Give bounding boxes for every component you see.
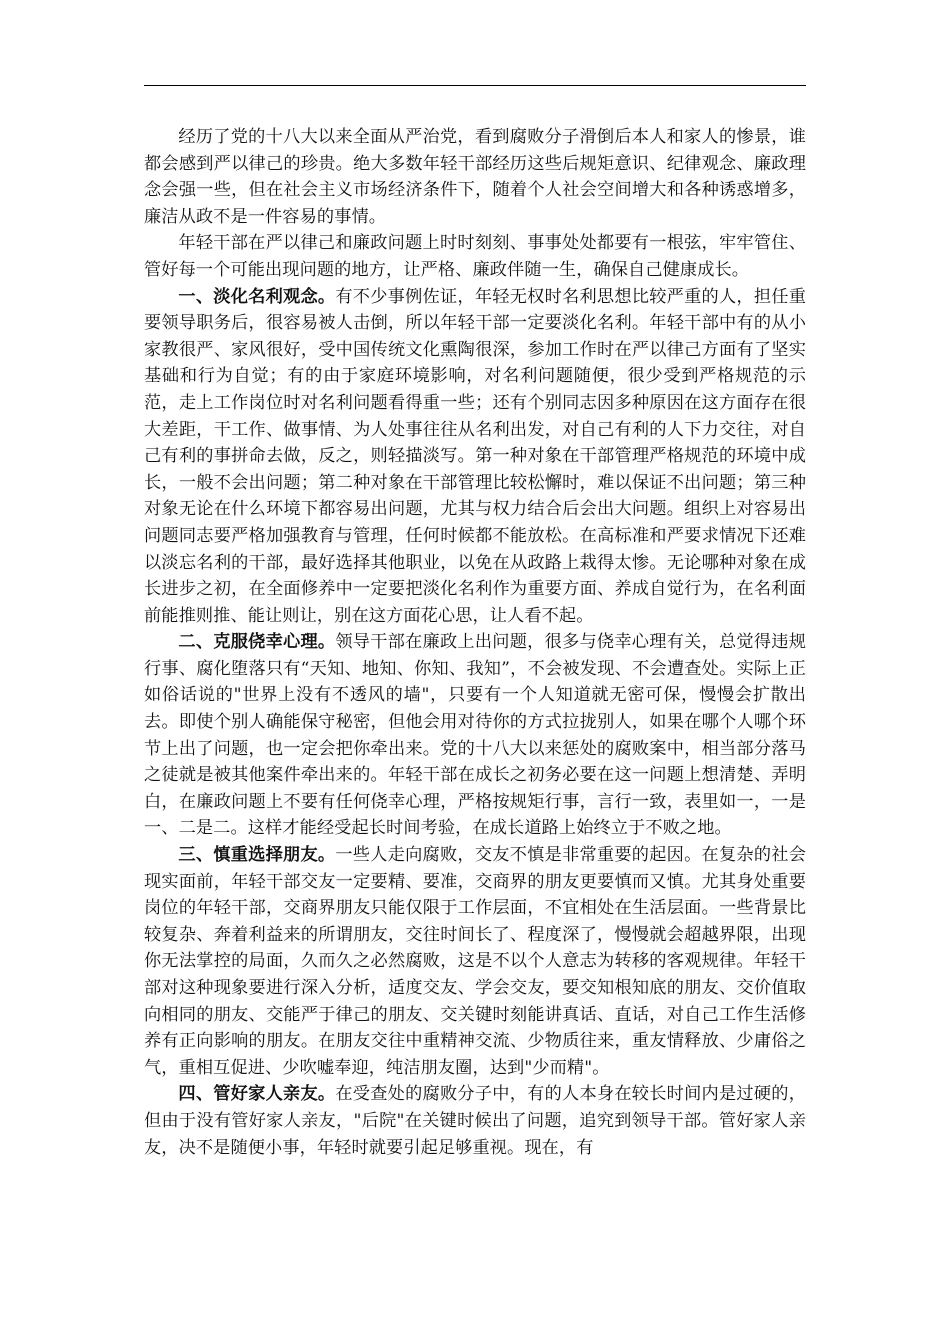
- paragraph-text: 一些人走向腐败，交友不慎是非常重要的起因。在复杂的社会现实面前，年轻干部交友一定要精、要准，交商界的朋友更要慎而又慎。尤其身处重要岗位的年轻干部，交商界朋友只能仅限于工作层面，不宜相处在生活层面。一些背景比较复杂、奔着利益来的所谓朋友，交往时间长了、程度深了，慢慢就会超越界限，出现你无法掌控的局面，久而久之必然腐败，这是不以个人意志为转移的客观规律。年轻干部对这种现象要进行深入分析，适度交友、学会交友，要交知根知底的朋友、交价值取向相同的朋友、交能严于律己的朋友、交关键时刻能讲真话、直话，对自己工作生活修养有正向影响的朋友。在朋友交往中重精神交流、少物质往来，重友情释放、少庸俗之气，重相互促进、少吹嘘奉迎，纯洁朋友圈，达到"少而精"。: [144, 845, 807, 1078]
- paragraph-text: 经历了党的十八大以来全面从严治党，看到腐败分子滑倒后本人和家人的惨景，谁都会感到严以律己的珍贵。绝大多数年轻干部经历这些后规矩意识、纪律观念、廉政理念会强一些，但在社会主义市场经济条件下，随着个人社会空间增大和各种诱惑增多，廉洁从政不是一件容易的事情。: [144, 127, 806, 227]
- paragraph-text: 在受查处的腐败分子中，有的人本身在较长时间内是过硬的，但由于没有管好家人亲友，"后院"在关键时候出了问题，追究到领导干部。管好家人亲友，决不是随便小事，年轻时就要引起足够重视。现在，有: [144, 1084, 807, 1158]
- section-heading: 三、慎重选择朋友。: [178, 845, 336, 866]
- paragraph-thesis: [144, 230, 806, 283]
- section-4: [144, 1081, 806, 1161]
- section-1: [144, 284, 806, 630]
- paragraph-intro: [144, 124, 806, 230]
- paragraph-text: 领导干部在廉政上出问题，很多与侥幸心理有关，总觉得违规行事、腐化堕落只有“天知、地知、你知、我知”，不会被发现、不会遭查处。实际上正如俗话说的"世界上没有不透风的墙"，只要有一个人知道就无密可保，慢慢会扩散出去。即使个别人确能保守秘密，但他会用对待你的方式拉拢别人，如果在哪个人哪个环节上出了问题，也一定会把你牵出来。党的十八大以来惩处的腐败案中，相当部分落马之徒就是被其他案件牵出来的。年轻干部在成长之初务必要在这一问题上想清楚、弄明白，在廉政问题上不要有任何侥幸心理，严格按规矩行事，言行一致，表里如一，一是一、二是二。这样才能经受起长时间考验，在成长道路上始终立于不败之地。: [144, 632, 807, 839]
- section-2: [144, 629, 806, 842]
- section-3: [144, 842, 806, 1081]
- section-heading: 二、克服侥幸心理。: [178, 632, 336, 653]
- document-body: [144, 124, 806, 1161]
- header-rule: [144, 85, 806, 86]
- paragraph-text: 年轻干部在严以律己和廉政问题上时时刻刻、事事处处都要有一根弦，牢牢管住、管好每一个可能出现问题的地方，让严格、廉政伴随一生，确保自己健康成长。: [144, 233, 806, 280]
- section-heading: 四、管好家人亲友。: [178, 1084, 336, 1105]
- section-heading: 一、淡化名利观念。: [178, 286, 336, 307]
- paragraph-text: 有不少事例佐证，年轻无权时名利思想比较严重的人，担任重要领导职务后，很容易被人击倒，所以年轻干部一定要淡化名利。年轻干部中有的从小家教很严、家风很好，受中国传统文化熏陶很深，参加工作时在严以律己方面有了坚实基础和行为自觉；有的由于家庭环境影响，对名利问题随便，很少受到严格规范的示范，走上工作岗位时对名利问题看得重一些；还有个别同志因多种原因在这方面存在很大差距，干工作、做事情、为人处事往往从名利出发，对自己有利的人下力交往，对自己有利的事拼命去做，反之，则轻描淡写。第一种对象在干部管理严格规范的环境中成长，一般不会出问题；第二种对象在干部管理比较松懈时，难以保证不出问题；第三种对象无论在什么环境下都容易出问题，尤其与权力结合后会出大问题。组织上对容易出问题同志要严格加强教育与管理，任何时候都不能放松。在高标准和严要求情况下还难以淡忘名利的干部，最好选择其他职业，以免在从政路上栽得太惨。无论哪种对象在成长进步之初，在全面修养中一定要把淡化名利作为重要方面、养成自觉行为，在名利面前能推则推、能让则让，别在这方面花心思，让人看不起。: [144, 286, 807, 626]
